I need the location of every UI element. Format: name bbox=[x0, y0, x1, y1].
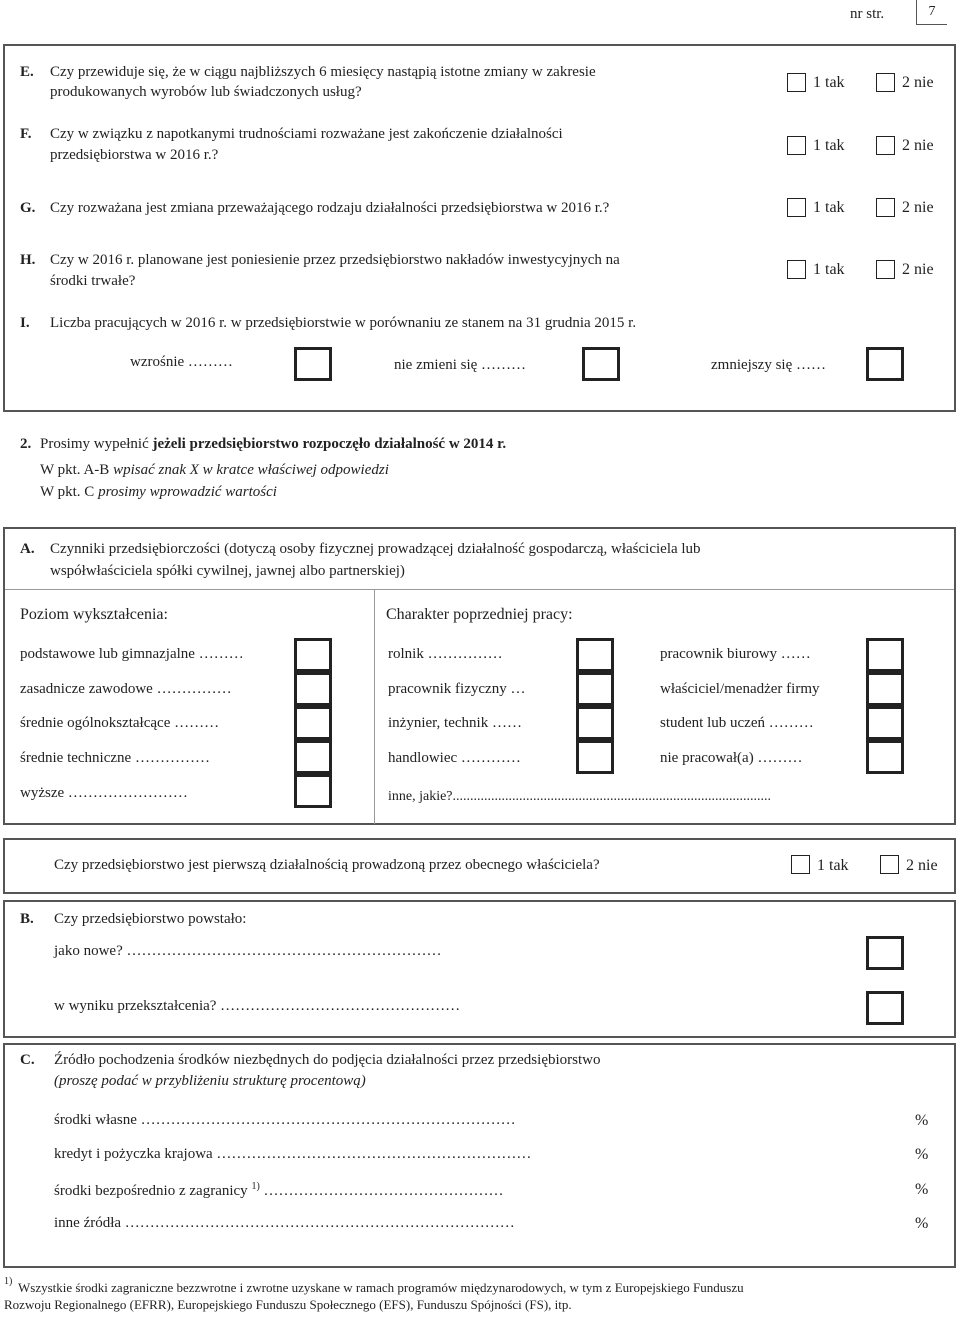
question-g-yes-label: 1 tak bbox=[813, 199, 845, 216]
question-h-yes-label: 1 tak bbox=[813, 261, 845, 278]
footnote-line2: Rozwoju Regionalnego (EFRR), Europejskiego Funduszu Społecznego (EFS), Funduszu Spójności (FS), itp. bbox=[4, 1297, 572, 1312]
question-i-line1: Liczba pracujących w 2016 r. w przedsiębiorstwie w porównaniu ze stanem na 31 grudnia 2015 r. bbox=[50, 315, 637, 331]
question-h-yes-checkbox[interactable] bbox=[787, 260, 806, 279]
question-f-line2: przedsiębiorstwa w 2016 r.? bbox=[50, 147, 219, 163]
question-f-no-checkbox[interactable] bbox=[876, 136, 895, 155]
job-option-5: pracownik biurowy …… bbox=[660, 646, 811, 662]
section-a-divider bbox=[5, 589, 954, 590]
section-a-letter: A. bbox=[20, 541, 35, 557]
question-e-yes-checkbox[interactable] bbox=[787, 73, 806, 92]
section-b-new-checkbox[interactable] bbox=[866, 936, 904, 970]
section-b-question: Czy przedsiębiorstwo powstało: bbox=[54, 911, 247, 927]
education-checkbox-3[interactable] bbox=[294, 706, 332, 740]
section-2-note-1-italic: wpisać znak X w kratce właściwej odpowiedzi bbox=[113, 462, 389, 478]
funding-row-domestic-credit-pct: % bbox=[915, 1146, 929, 1163]
question-h-line1: Czy w 2016 r. planowane jest poniesienie przez przedsiębiorstwo nakładów inwestycyjnych na bbox=[50, 252, 620, 268]
section-a-line1: Czynniki przedsiębiorczości (dotyczą osoby fizycznej prowadzącej działalność gospodarczą, właściciela lub bbox=[50, 541, 701, 557]
first-activity-no-checkbox[interactable] bbox=[880, 855, 899, 874]
footnote-mark: 1) bbox=[4, 1276, 13, 1287]
section-2-title bbox=[40, 436, 506, 453]
section-2-number: 2. bbox=[20, 436, 32, 452]
section-2-note-1 bbox=[40, 462, 389, 479]
question-e-line2: produkowanych wyrobów lub świadczonych usług? bbox=[50, 84, 362, 100]
page-number: 7 bbox=[916, 0, 947, 25]
job-checkbox-6[interactable] bbox=[866, 672, 904, 706]
footnote-ref: 1) bbox=[251, 1181, 260, 1192]
education-checkbox-4[interactable] bbox=[294, 740, 332, 774]
funding-row-own: środki własne ………………………………………………………………… bbox=[54, 1112, 516, 1128]
section-c-line2: (proszę podać w przybliżeniu strukturę procentową) bbox=[54, 1073, 366, 1089]
question-g-yes-checkbox[interactable] bbox=[787, 198, 806, 217]
first-activity-no-label: 2 nie bbox=[906, 857, 938, 874]
education-option-3: średnie ogólnokształcące ……… bbox=[20, 715, 220, 731]
section-b-option-new: jako nowe? ……………………………………………………… bbox=[54, 943, 442, 959]
funding-row-foreign bbox=[54, 1181, 504, 1200]
education-checkbox-2[interactable] bbox=[294, 672, 332, 706]
section-c-letter: C. bbox=[20, 1052, 35, 1068]
job-option-other: inne, jakie?........................................................................................... bbox=[388, 789, 772, 804]
funding-row-domestic-credit: kredyt i pożyczka krajowa ……………………………………………………… bbox=[54, 1146, 532, 1162]
question-f-no-label: 2 nie bbox=[902, 137, 934, 154]
education-option-1: podstawowe lub gimnazjalne ……… bbox=[20, 646, 244, 662]
funding-row-other: inne źródła …………………………………………………………………… bbox=[54, 1215, 515, 1231]
question-g-letter: G. bbox=[20, 200, 36, 216]
section-b-transformation-checkbox[interactable] bbox=[866, 991, 904, 1025]
job-checkbox-7[interactable] bbox=[866, 706, 904, 740]
job-option-7: student lub uczeń ……… bbox=[660, 715, 814, 731]
first-activity-yes-checkbox[interactable] bbox=[791, 855, 810, 874]
section-a-line2: współwłaściciela spółki cywilnej, jawnej albo partnerskiej) bbox=[50, 563, 405, 579]
question-e-no-checkbox[interactable] bbox=[876, 73, 895, 92]
question-i-increase-checkbox[interactable] bbox=[294, 347, 332, 381]
job-option-8: nie pracował(a) ……… bbox=[660, 750, 803, 766]
section-2-note-1-plain: W pkt. A-B bbox=[40, 462, 114, 478]
question-i-opt-decrease: zmniejszy się …… bbox=[711, 357, 826, 373]
question-i-letter: I. bbox=[20, 315, 30, 331]
question-e-yes-label: 1 tak bbox=[813, 74, 845, 91]
question-i-opt-increase: wzrośnie ……… bbox=[130, 354, 233, 370]
section-b-option-transformation: w wyniku przekształcenia? ………………………………………… bbox=[54, 998, 461, 1014]
funding-row-own-pct: % bbox=[915, 1112, 929, 1129]
education-option-4: średnie techniczne …………… bbox=[20, 750, 210, 766]
job-checkbox-2[interactable] bbox=[576, 672, 614, 706]
footnote-line1: Wszystkie środki zagraniczne bezzwrotne i zwrotne uzyskane w ramach programów międzynarodowych, w tym z Europejskiego Funduszu bbox=[18, 1280, 744, 1295]
job-checkbox-8[interactable] bbox=[866, 740, 904, 774]
first-activity-yes-label: 1 tak bbox=[817, 857, 849, 874]
previous-job-header: Charakter poprzedniej pracy: bbox=[386, 606, 573, 623]
section-c-line1: Źródło pochodzenia środków niezbędnych do podjęcia działalności przez przedsiębiorstwo bbox=[54, 1052, 601, 1068]
question-h-no-checkbox[interactable] bbox=[876, 260, 895, 279]
education-option-5: wyższe …………………… bbox=[20, 785, 188, 801]
section-2-title-plain: Prosimy wypełnić bbox=[40, 436, 153, 452]
job-checkbox-5[interactable] bbox=[866, 638, 904, 672]
section-b-letter: B. bbox=[20, 911, 34, 927]
job-option-3: inżynier, technik …… bbox=[388, 715, 522, 731]
question-f-yes-label: 1 tak bbox=[813, 137, 845, 154]
education-checkbox-5[interactable] bbox=[294, 774, 332, 808]
job-option-4: handlowiec ………… bbox=[388, 750, 521, 766]
question-g-no-checkbox[interactable] bbox=[876, 198, 895, 217]
question-e-line1: Czy przewiduje się, że w ciągu najbliższych 6 miesięcy nastąpią istotne zmiany w zakresie bbox=[50, 64, 596, 80]
funding-row-foreign-dots: ………………………………………… bbox=[263, 1183, 504, 1199]
funding-row-other-pct: % bbox=[915, 1215, 929, 1232]
question-i-same-checkbox[interactable] bbox=[582, 347, 620, 381]
section-a-column-divider bbox=[374, 590, 375, 824]
question-g-line1: Czy rozważana jest zmiana przeważającego rodzaju działalności przedsiębiorstwa w 2016 r.? bbox=[50, 200, 610, 216]
question-e-no-label: 2 nie bbox=[902, 74, 934, 91]
question-f-line1: Czy w związku z napotkanymi trudnościami rozważane jest zakończenie działalności bbox=[50, 126, 563, 142]
section-2-note-2-plain: W pkt. C bbox=[40, 484, 99, 500]
question-f-letter: F. bbox=[20, 126, 32, 142]
question-h-letter: H. bbox=[20, 252, 36, 268]
section-2-note-2 bbox=[40, 484, 277, 501]
job-checkbox-3[interactable] bbox=[576, 706, 614, 740]
question-f-yes-checkbox[interactable] bbox=[787, 136, 806, 155]
section-2-note-2-italic: prosimy wprowadzić wartości bbox=[98, 484, 277, 500]
question-g-no-label: 2 nie bbox=[902, 199, 934, 216]
job-option-2: pracownik fizyczny … bbox=[388, 681, 526, 697]
job-option-6: właściciel/menadżer firmy bbox=[660, 681, 820, 697]
page-number-label: nr str. bbox=[850, 6, 885, 22]
education-header: Poziom wykształcenia: bbox=[20, 606, 168, 623]
education-option-2: zasadnicze zawodowe …………… bbox=[20, 681, 232, 697]
job-checkbox-1[interactable] bbox=[576, 638, 614, 672]
question-e-letter: E. bbox=[20, 64, 34, 80]
first-activity-question: Czy przedsiębiorstwo jest pierwszą działalnością prowadzoną przez obecnego właściciela? bbox=[54, 857, 600, 873]
job-checkbox-4[interactable] bbox=[576, 740, 614, 774]
education-checkbox-1[interactable] bbox=[294, 638, 332, 672]
question-h-line2: środki trwałe? bbox=[50, 273, 136, 289]
question-i-opt-same: nie zmieni się ……… bbox=[394, 357, 527, 373]
question-h-no-label: 2 nie bbox=[902, 261, 934, 278]
section-2-title-bold: jeżeli przedsiębiorstwo rozpoczęło działalność w 2014 r. bbox=[152, 436, 507, 452]
question-i-decrease-checkbox[interactable] bbox=[866, 347, 904, 381]
funding-row-foreign-label: środki bezpośrednio z zagranicy bbox=[54, 1183, 248, 1199]
job-option-1: rolnik …………… bbox=[388, 646, 503, 662]
funding-row-foreign-pct: % bbox=[915, 1181, 929, 1198]
